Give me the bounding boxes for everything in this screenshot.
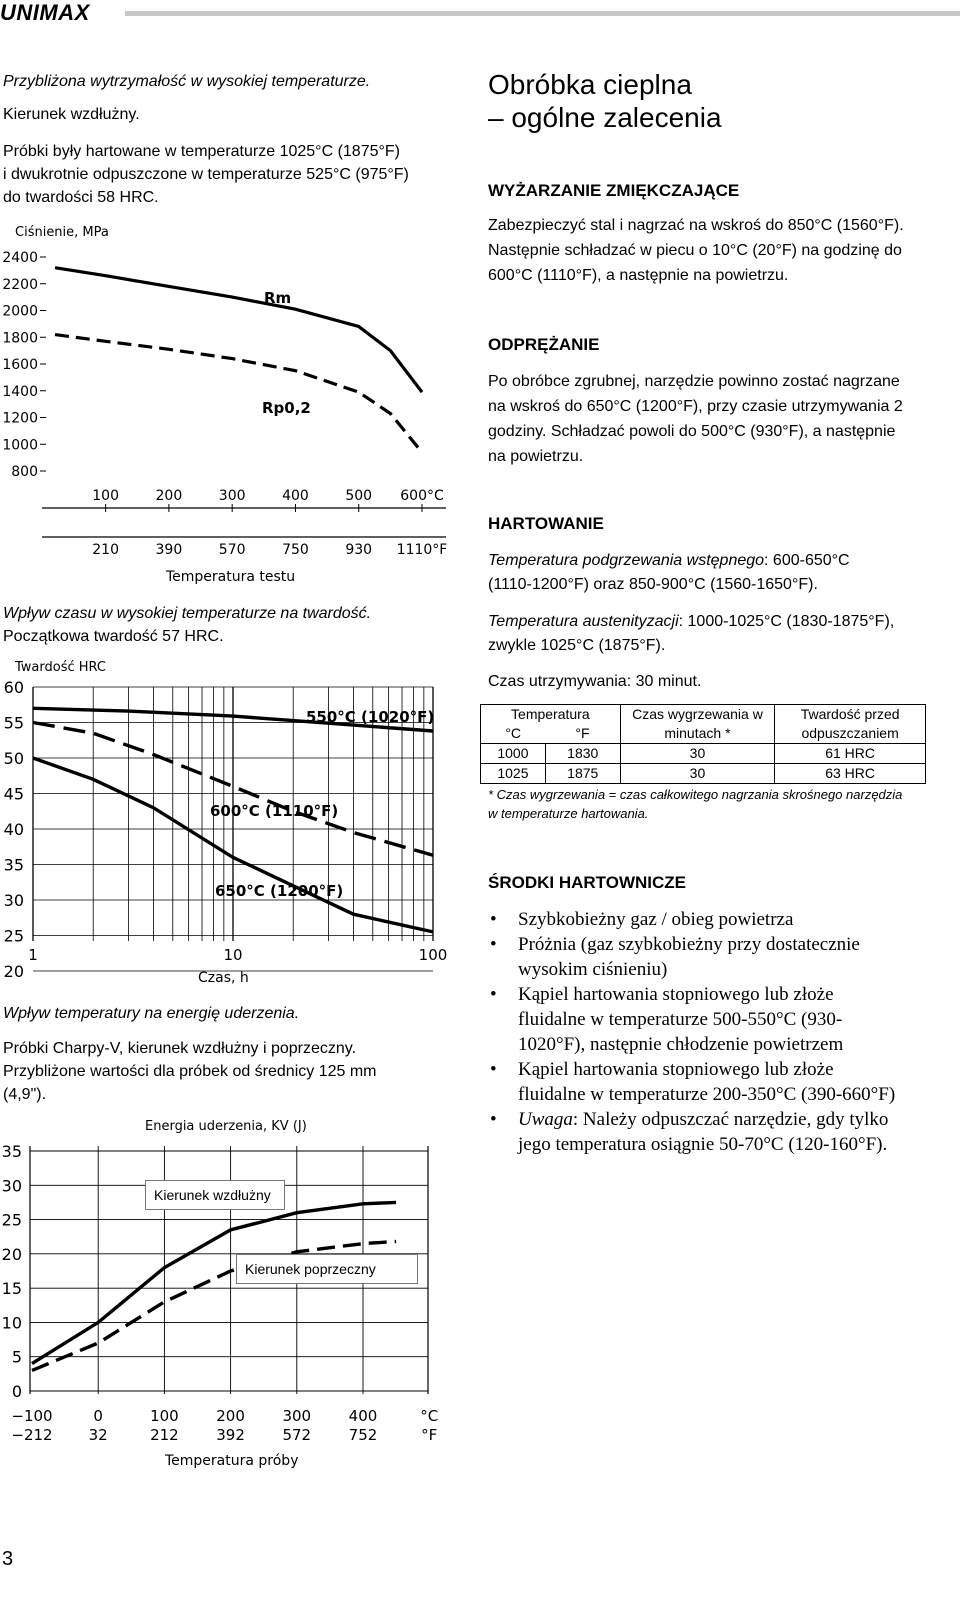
section-annealing-heading: WYŻARZANIE ZMIĘKCZAJĄCE bbox=[488, 181, 740, 200]
annealing-line3: 600°C (1110°F), a następnie na powietrzu. bbox=[488, 267, 789, 284]
preheat-line1 bbox=[488, 549, 850, 572]
chart2-ytick-label: 30 bbox=[3, 891, 24, 910]
table-cell-f: 1830 bbox=[545, 744, 620, 764]
table-cell-c: 1000 bbox=[481, 744, 546, 764]
quench-list bbox=[488, 907, 948, 1157]
chart3-xtick-label-c: 300 bbox=[282, 1407, 312, 1425]
chart1-xtick-label-f: 930 bbox=[345, 542, 373, 558]
chart1-direction: Kierunek wzdłużny. bbox=[3, 106, 140, 123]
impact-chart bbox=[0, 1110, 460, 1480]
chart1-desc-line1: Próbki były hartowane w temperaturze 1025°C (1875°F) bbox=[3, 143, 400, 160]
chart2-xtick-label: 1 bbox=[28, 946, 38, 964]
chart1-xtick-label-f: 570 bbox=[218, 542, 246, 558]
chart2-ytick-label: 40 bbox=[3, 820, 24, 839]
chart2-label-550: 550°C (1020°F) bbox=[306, 708, 435, 726]
chart3-ytick-label: 10 bbox=[1, 1313, 22, 1333]
chart1-ytick-label: 2200 bbox=[2, 276, 38, 293]
stress-line3: godziny. Schładzać powoli do 500°C (930°F), a następnie bbox=[488, 423, 896, 440]
page-subtitle: – ogólne zalecenia bbox=[488, 102, 722, 133]
chart3-xtick-label-f: 572 bbox=[282, 1426, 312, 1444]
table-note-line1: * Czas wygrzewania = czas całkowitego nagrzania skrośnego narzędzia bbox=[488, 787, 903, 802]
table-header-f: °F bbox=[545, 724, 620, 744]
table-cell-c: 1025 bbox=[481, 764, 546, 784]
hardness-chart bbox=[0, 650, 460, 990]
chart1-ytick-label: 1000 bbox=[2, 437, 38, 454]
chart1-xtick-label-f: 750 bbox=[282, 542, 309, 558]
chart1-title: Przybliżona wytrzymałość w wysokiej temperaturze. bbox=[3, 73, 371, 90]
legend-longitudinal: Kierunek wzdłużny bbox=[145, 1180, 285, 1210]
chart3-ytick-label: 5 bbox=[11, 1347, 22, 1367]
chart3-title: Wpływ temperatury na energię uderzenia. bbox=[3, 1005, 300, 1022]
chart1-desc-line2: i dwukrotnie odpuszczone w temperaturze 525°C (975°F) bbox=[3, 166, 409, 183]
table-cell-soak: 30 bbox=[620, 744, 775, 764]
chart1-ytick-label: 1200 bbox=[2, 410, 38, 427]
chart3-desc-line1: Próbki Charpy-V, kierunek wzdłużny i poprzeczny. bbox=[3, 1040, 357, 1057]
chart3-xlabel: Temperatura próby bbox=[165, 1453, 299, 1469]
chart1-desc-line3: do twardości 58 HRC. bbox=[3, 189, 159, 206]
austenitizing-label: Temperatura austenityzacji bbox=[488, 613, 679, 630]
chart2-title: Wpływ czasu w wysokiej temperaturze na twardość. bbox=[3, 605, 372, 622]
stress-line1: Po obróbce zgrubnej, narzędzie powinno zostać nagrzane bbox=[488, 373, 900, 390]
austenitizing-value: : 1000-1025°C (1830-1875°F), bbox=[678, 613, 895, 630]
table-header-row-2 bbox=[481, 724, 926, 744]
chart3-desc-line2: Przybliżone wartości dla próbek od średnicy 125 mm bbox=[3, 1063, 377, 1080]
chart3-xtick-label-c: 0 bbox=[93, 1407, 103, 1425]
page-number: 3 bbox=[2, 1548, 14, 1570]
chart1-ytick-label: 2000 bbox=[2, 303, 38, 320]
section-quench-heading: ŚRODKI HARTOWNICZE bbox=[488, 873, 687, 892]
preheat-line2: (1110-1200°F) oraz 850-900°C (1560-1650°F). bbox=[488, 576, 818, 593]
list-item: • Próżnia (gaz szybkobieżny przy dostatecznie wysokim ciśnieniu) bbox=[488, 932, 948, 982]
hardening-table bbox=[480, 704, 926, 784]
chart3-ytick-label: 30 bbox=[1, 1176, 22, 1196]
chart2-ytick-label: 45 bbox=[3, 784, 24, 804]
chart1-ytick-label: 1800 bbox=[2, 330, 38, 347]
chart1-label-rm: Rm bbox=[264, 289, 292, 307]
chart3-ytick-label: 25 bbox=[1, 1210, 22, 1230]
chart1-label-rp: Rp0,2 bbox=[262, 399, 311, 417]
preheat-value: : 600-650°C bbox=[764, 552, 850, 569]
chart3-ytick-label: 15 bbox=[1, 1279, 22, 1299]
chart3-xtick-label-c: 100 bbox=[150, 1407, 179, 1425]
table-note-line2: w temperaturze hartowania. bbox=[488, 806, 649, 821]
page-title: Obróbka cieplna bbox=[488, 69, 692, 100]
section-stress-heading: ODPRĘŻANIE bbox=[488, 335, 600, 354]
chart1-series-line-0 bbox=[55, 268, 422, 392]
chart2-label-600: 600°C (1110°F) bbox=[210, 802, 339, 820]
table-header-c: °C bbox=[481, 724, 546, 744]
chart1-ytick-label: 1400 bbox=[2, 383, 38, 400]
chart3-ytick-label: 0 bbox=[11, 1382, 22, 1401]
chart1-series-line-1 bbox=[55, 335, 422, 453]
chart2-label-650: 650°C (1200°F) bbox=[215, 882, 344, 900]
chart3-xtick-label-f: 32 bbox=[88, 1426, 108, 1444]
chart1-xlabel: Temperatura testu bbox=[166, 569, 296, 585]
chart1-xtick-label-f: 1110°F bbox=[396, 542, 448, 558]
table-row bbox=[481, 744, 926, 764]
chart2-ytick-label: 25 bbox=[3, 926, 24, 946]
chart3-xtick-label-f: 752 bbox=[348, 1426, 378, 1444]
list-item: • Kąpiel hartowania stopniowego lub złoże fluidalne w temperaturze 200-350°C (390-660°F) bbox=[488, 1057, 948, 1107]
chart1-xtick-label-c: 100 bbox=[92, 488, 119, 504]
chart1-xtick-label-f: 390 bbox=[155, 542, 183, 558]
annealing-line1: Zabezpieczyć stal i nagrzać na wskroś do 850°C (1560°F). bbox=[488, 217, 904, 234]
table-cell-hardness: 63 HRC bbox=[775, 764, 926, 784]
preheat-label: Temperatura podgrzewania wstępnego bbox=[488, 552, 765, 569]
chart2-initial: Początkowa twardość 57 HRC. bbox=[3, 628, 224, 645]
brand-logo: UNIMAX bbox=[0, 0, 90, 25]
strength-chart bbox=[0, 215, 460, 595]
table-header-soak: Czas wygrzewania w bbox=[620, 705, 775, 725]
table-row bbox=[481, 764, 926, 784]
chart1-xtick-label-c: 500 bbox=[345, 488, 373, 504]
chart3-xtick-label-c: 200 bbox=[216, 1407, 245, 1425]
chart1-xtick-label-c: 400 bbox=[282, 488, 309, 504]
list-item: • Szybkobieżny gaz / obieg powietrza bbox=[488, 907, 948, 932]
chart3-ylabel: Energia uderzenia, KV (J) bbox=[145, 1119, 307, 1134]
list-item: • Uwaga: Należy odpuszczać narzędzie, gdy tylko jego temperatura osiągnie 50-70°C (120-160°F). bbox=[488, 1107, 948, 1157]
holding-time: Czas utrzymywania: 30 minut. bbox=[488, 673, 702, 690]
chart3-xtick-label-f: −212 bbox=[11, 1426, 53, 1444]
table-header-hardness: Twardość przed bbox=[775, 705, 926, 725]
list-item: • Kąpiel hartowania stopniowego lub złoże fluidalne w temperaturze 500-550°C (930- 1020°F), następnie chłodzenie powietrzem bbox=[488, 982, 948, 1057]
chart1-ytick-label: 2400 bbox=[2, 250, 38, 266]
chart2-ytick-label: 60 bbox=[3, 678, 24, 697]
chart3-xtick-label-c: 400 bbox=[348, 1407, 378, 1425]
austenitizing-line1 bbox=[488, 610, 894, 633]
header-rule bbox=[125, 11, 960, 16]
table-header-soak-2: minutach * bbox=[620, 724, 775, 744]
chart2-ytick-label: 20 bbox=[3, 962, 24, 981]
stress-line2: na wskroś do 650°C (1200°F), przy czasie utrzymywania 2 bbox=[488, 398, 903, 415]
austenitizing-line2: zwykle 1025°C (1875°F). bbox=[488, 637, 666, 654]
section-hardening-heading: HARTOWANIE bbox=[488, 514, 604, 533]
chart2-xtick-label: 10 bbox=[223, 946, 243, 964]
chart3-ytick-label: 35 bbox=[1, 1142, 22, 1161]
stress-line4: na powietrzu. bbox=[488, 448, 584, 465]
annealing-line2: Następnie schładzać w piecu o 10°C (20°F) na godzinę do bbox=[488, 242, 902, 259]
table-header-row bbox=[481, 705, 926, 725]
chart2-xlabel: Czas, h bbox=[198, 970, 249, 986]
chart2-ytick-label: 55 bbox=[3, 713, 24, 733]
table-header-temp: Temperatura bbox=[481, 705, 621, 725]
chart1-ytick-label: 800 bbox=[11, 464, 38, 480]
chart1-xtick-label-f: 210 bbox=[92, 542, 119, 558]
chart2-ylabel: Twardość HRC bbox=[15, 660, 106, 675]
table-cell-f: 1875 bbox=[545, 764, 620, 784]
chart3-xtick-label-c: −100 bbox=[11, 1407, 53, 1425]
chart1-xtick-label-c: 200 bbox=[155, 488, 183, 504]
legend-transverse: Kierunek poprzeczny bbox=[236, 1254, 418, 1284]
chart3-xtick-label-f: 392 bbox=[216, 1426, 245, 1444]
chart2-ytick-label: 35 bbox=[3, 855, 24, 875]
chart1-xtick-label-c: 300 bbox=[218, 488, 246, 504]
chart3-xtick-label-c: °C bbox=[420, 1407, 439, 1425]
chart2-xtick-label: 100 bbox=[418, 946, 448, 964]
chart3-ytick-label: 20 bbox=[1, 1244, 22, 1264]
table-cell-hardness: 61 HRC bbox=[775, 744, 926, 764]
chart1-ytick-label: 1600 bbox=[2, 357, 38, 373]
chart1-xtick-label-c: 600°C bbox=[400, 488, 444, 504]
chart3-desc-line3: (4,9"). bbox=[3, 1086, 47, 1103]
table-header-hardness-2: odpuszczaniem bbox=[775, 724, 926, 744]
chart1-ylabel: Ciśnienie, MPa bbox=[15, 225, 109, 240]
chart3-xtick-label-f: °F bbox=[421, 1426, 438, 1444]
chart3-xtick-label-f: 212 bbox=[150, 1426, 179, 1444]
table-cell-soak: 30 bbox=[620, 764, 775, 784]
chart2-ytick-label: 50 bbox=[3, 749, 24, 768]
